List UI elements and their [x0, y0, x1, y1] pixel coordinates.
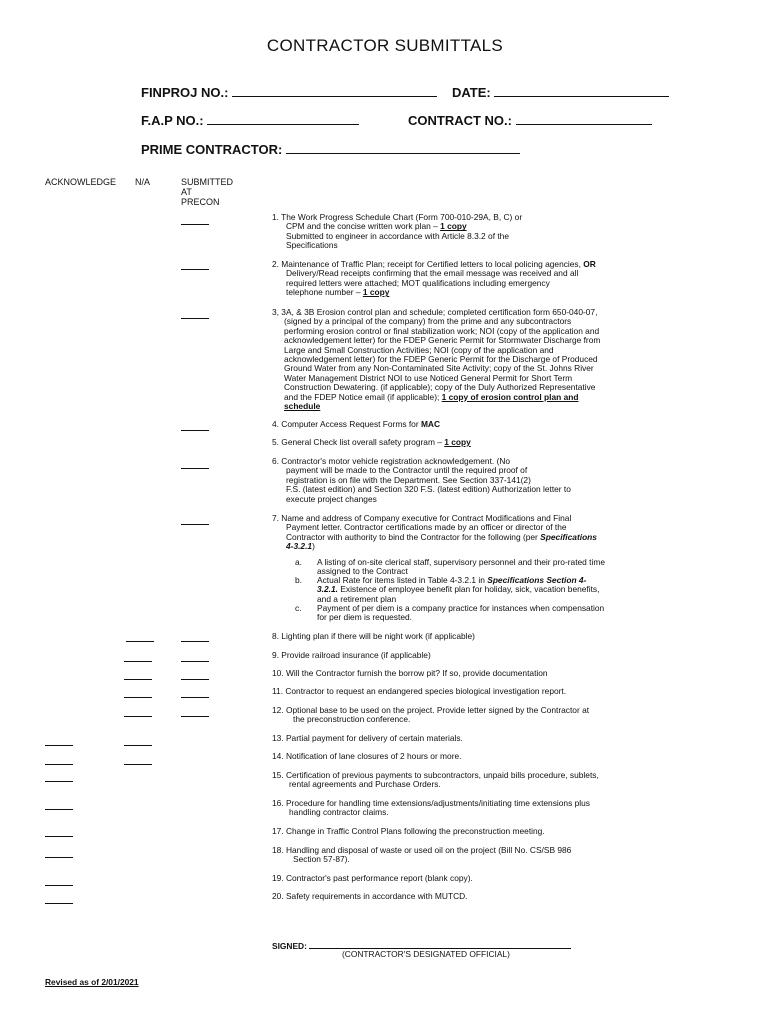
item-7b-text: Actual Rate for items listed in Table 4-3.2.1 in	[317, 575, 488, 585]
prime-contractor-input-line[interactable]	[286, 141, 520, 154]
item-14: 14. Notification of lane closures of 2 hours or more.	[272, 751, 462, 761]
item-7a	[317, 558, 669, 577]
item-12-line: the preconstruction conference.	[293, 714, 411, 725]
item-3-line: (signed by a principal of the company) from the prime and any subcontractors	[284, 316, 572, 327]
ack-blank-17[interactable]	[45, 827, 73, 837]
item-3-copy: 1 copy of erosion control plan and	[441, 391, 579, 402]
na-blank-9[interactable]	[124, 652, 152, 662]
item-3-line: Ground Water from any Non-Contaminated Site Activity; copy of the St. Johns River	[284, 363, 594, 374]
item-6-line: registration is on file with the Department. See Section 337-141(2)	[286, 474, 531, 485]
item-15-line: rental agreements and Purchase Orders.	[289, 779, 441, 790]
item-6	[272, 457, 672, 504]
item-3-line	[272, 393, 672, 402]
contract-label: CONTRACT NO.:	[408, 113, 512, 128]
item-2-text: 2. Maintenance of Traffic Plan; receipt for Certified letters to local policing agencies,	[272, 259, 584, 269]
ack-blank-15[interactable]	[45, 772, 73, 782]
finproj-label: FINPROJ NO.:	[141, 85, 229, 100]
item-7a-letter: a.	[295, 557, 302, 567]
item-7-line: 7. Name and address of Company executive for Contract Modifications and Final	[272, 513, 572, 523]
item-3-line: Large and Small Construction Activities; NOI (copy of the application and	[284, 344, 554, 355]
item-7a-line: assigned to the Contract	[317, 566, 408, 577]
item-2-line: Delivery/Read receipts confirming that the email message was received and all	[286, 268, 579, 279]
prime-contractor-field[interactable]	[141, 141, 520, 157]
precon-blank-2[interactable]	[181, 260, 209, 270]
item-7c	[317, 604, 669, 623]
item-16-line: 16. Procedure for handling time extensions/adjustments/initiating time extensions plus	[272, 798, 590, 808]
precon-blank-1[interactable]	[181, 215, 209, 225]
precon-blank-8[interactable]	[181, 632, 209, 642]
na-blank-8[interactable]	[126, 632, 154, 642]
ack-blank-16[interactable]	[45, 800, 73, 810]
item-7b-letter: b.	[295, 575, 302, 585]
item-7b-spec: 3.2.1.	[317, 584, 338, 595]
precon-blank-12[interactable]	[181, 707, 209, 717]
contract-input-line[interactable]	[516, 112, 652, 125]
item-7-spec: Specifications	[540, 531, 597, 542]
item-4-text: 4. Computer Access Request Forms for	[272, 419, 421, 429]
item-15	[272, 771, 672, 790]
item-7c-line: Payment of per diem is a company practice for instances when compensation	[317, 603, 605, 613]
item-3-copy: schedule	[284, 401, 321, 412]
item-3-line	[272, 402, 672, 411]
item-6-line: execute project changes	[286, 493, 377, 504]
page-title: CONTRACTOR SUBMITTALS	[266, 36, 504, 55]
item-2-copy: 1 copy	[362, 287, 390, 298]
col-acknowledge: ACKNOWLEDGE	[45, 177, 117, 187]
precon-blank-6[interactable]	[181, 459, 209, 469]
precon-blank-7[interactable]	[181, 515, 209, 525]
item-15-line: 15. Certification of previous payments to subcontractors, unpaid bills procedure, sublets,	[272, 770, 599, 780]
item-2-or: OR	[583, 259, 596, 269]
item-7-line: Payment letter. Contractor certifications made by an officer or director of the	[286, 522, 567, 533]
revised-date: Revised as of 2/01/2021	[45, 977, 139, 987]
item-5-text: 5. General Check list overall safety program –	[272, 437, 445, 447]
precon-blank-4[interactable]	[181, 421, 209, 431]
item-18	[272, 846, 672, 865]
item-17: 17. Change in Traffic Control Plans following the preconstruction meeting.	[272, 826, 545, 836]
na-blank-10[interactable]	[124, 670, 152, 680]
item-1-line: Submitted to engineer in accordance with Article 8.3.2 of the	[286, 230, 509, 241]
item-7-text: Contractor with authority to bind the Contractor for the following (per	[286, 531, 541, 542]
item-1-text: CPM and the concise written work plan –	[286, 221, 441, 232]
fap-field[interactable]	[141, 112, 359, 128]
item-6-line: payment will be made to the Contractor until the required proof of	[286, 465, 528, 476]
item-3	[272, 308, 672, 411]
item-7-text: )	[312, 541, 315, 552]
item-5	[272, 438, 672, 447]
fap-input-line[interactable]	[207, 112, 359, 125]
item-7c-letter: c.	[295, 603, 302, 613]
precon-blank-10[interactable]	[181, 670, 209, 680]
item-2-line: required letters were attached; MOT qualifications including emergency	[286, 277, 550, 288]
ack-blank-18[interactable]	[45, 848, 73, 858]
item-10: 10. Will the Contractor furnish the borrow pit? If so, provide documentation	[272, 668, 548, 678]
na-blank-13[interactable]	[124, 736, 152, 746]
finproj-input-line[interactable]	[232, 84, 437, 97]
item-7-line	[272, 542, 672, 551]
item-12	[272, 706, 672, 725]
contract-field[interactable]	[408, 112, 652, 128]
prime-contractor-label: PRIME CONTRACTOR:	[141, 142, 283, 157]
item-1-line: 1. The Work Progress Schedule Chart (Form 700-010-29A, B, C) or	[272, 212, 523, 222]
item-16	[272, 799, 672, 818]
item-3-line: acknowledgement letter) for the FDEP Generic Permit for Stormwater Discharge from	[284, 335, 601, 346]
item-7c-line: for per diem is requested.	[317, 612, 412, 623]
signature-label: SIGNED:	[272, 941, 307, 951]
col-submitted-l2: AT	[181, 187, 192, 197]
item-7a-line: A listing of on-site clerical staff, supervisory personnel and their pro-rated time	[317, 557, 605, 567]
precon-blank-11[interactable]	[181, 688, 209, 698]
ack-blank-19[interactable]	[45, 876, 73, 886]
date-field[interactable]	[452, 84, 669, 100]
item-2-line	[272, 288, 672, 297]
item-1-copy: 1 copy	[440, 221, 467, 232]
item-20: 20. Safety requirements in accordance with MUTCD.	[272, 891, 468, 901]
item-8: 8. Lighting plan if there will be night work (if applicable)	[272, 631, 475, 641]
item-11: 11. Contractor to request an endangered species biological investigation report.	[272, 686, 567, 696]
item-1	[272, 213, 672, 251]
item-7	[272, 514, 672, 552]
item-7-line	[272, 533, 672, 542]
na-blank-14[interactable]	[124, 755, 152, 765]
item-7b	[317, 576, 669, 604]
item-9: 9. Provide railroad insurance (if applicable)	[272, 650, 431, 660]
col-na: N/A	[135, 177, 151, 187]
item-18-line: Section 57-87).	[293, 854, 350, 865]
item-7b-line: and a retirement plan	[317, 593, 397, 604]
item-19: 19. Contractor's past performance report (blank copy).	[272, 873, 473, 883]
item-3-text: and the FDEP Notice email (if applicable);	[284, 391, 442, 402]
col-submitted-l3: PRECON	[181, 197, 220, 207]
item-2-text: telephone number –	[286, 287, 363, 298]
item-1-line: Specifications	[286, 240, 338, 251]
date-input-line[interactable]	[494, 84, 669, 97]
item-16-line: handling contractor claims.	[289, 807, 389, 818]
item-2	[272, 260, 672, 298]
item-4	[272, 420, 672, 429]
precon-blank-9[interactable]	[181, 652, 209, 662]
precon-blank-3[interactable]	[181, 309, 209, 319]
item-3-line: 3, 3A, & 3B Erosion control plan and schedule; completed certification form 650-040-07,	[272, 307, 598, 317]
ack-blank-13[interactable]	[45, 736, 73, 746]
signature-caption: (CONTRACTOR'S DESIGNATED OFFICIAL)	[342, 949, 510, 959]
signature-line[interactable]	[309, 940, 571, 949]
item-3-line: Construction Dewatering. (if applicable); copy of the Duly Authorized Representative	[284, 382, 596, 393]
col-submitted-l1: SUBMITTED	[181, 177, 234, 187]
na-blank-11[interactable]	[124, 688, 152, 698]
item-3-line: performing erosion control or final stabilization work; NOI (copy of the application and	[284, 325, 600, 336]
item-3-line: acknowledgement letter) for the FDEP Generic Permit for the Discharge of Produced	[284, 354, 598, 365]
ack-blank-14[interactable]	[45, 755, 73, 765]
item-3-line: Water Management District NOI to use Noticed General Permit for Short Term	[284, 372, 573, 383]
item-13: 13. Partial payment for delivery of certain materials.	[272, 733, 463, 743]
item-5-copy: 1 copy	[444, 437, 471, 447]
finproj-field[interactable]	[141, 84, 437, 100]
item-18-line: 18. Handling and disposal of waste or used oil on the project (Bill No. CS/SB 986	[272, 845, 572, 855]
fap-label: F.A.P NO.:	[141, 113, 204, 128]
col-submitted	[181, 177, 233, 207]
item-7b-spec: Specifications Section 4-	[487, 575, 587, 585]
item-12-line: 12. Optional base to be used on the project. Provide letter signed by the Contractor at	[272, 705, 590, 715]
item-7-spec: 4-3.2.1	[286, 541, 313, 552]
item-4-mac: MAC	[420, 419, 441, 429]
item-6-line: 6. Contractor's motor vehicle registration acknowledgement. (No	[272, 456, 511, 466]
na-blank-12[interactable]	[124, 707, 152, 717]
ack-blank-20[interactable]	[45, 894, 73, 904]
item-7b-text: Existence of employee benefit plan for holiday, sick, vacation benefits,	[337, 584, 600, 595]
date-label: DATE:	[452, 85, 491, 100]
item-6-line: F.S. (latest edition) and Section 320 F.S. (latest edition) Authorization letter to	[286, 484, 571, 495]
